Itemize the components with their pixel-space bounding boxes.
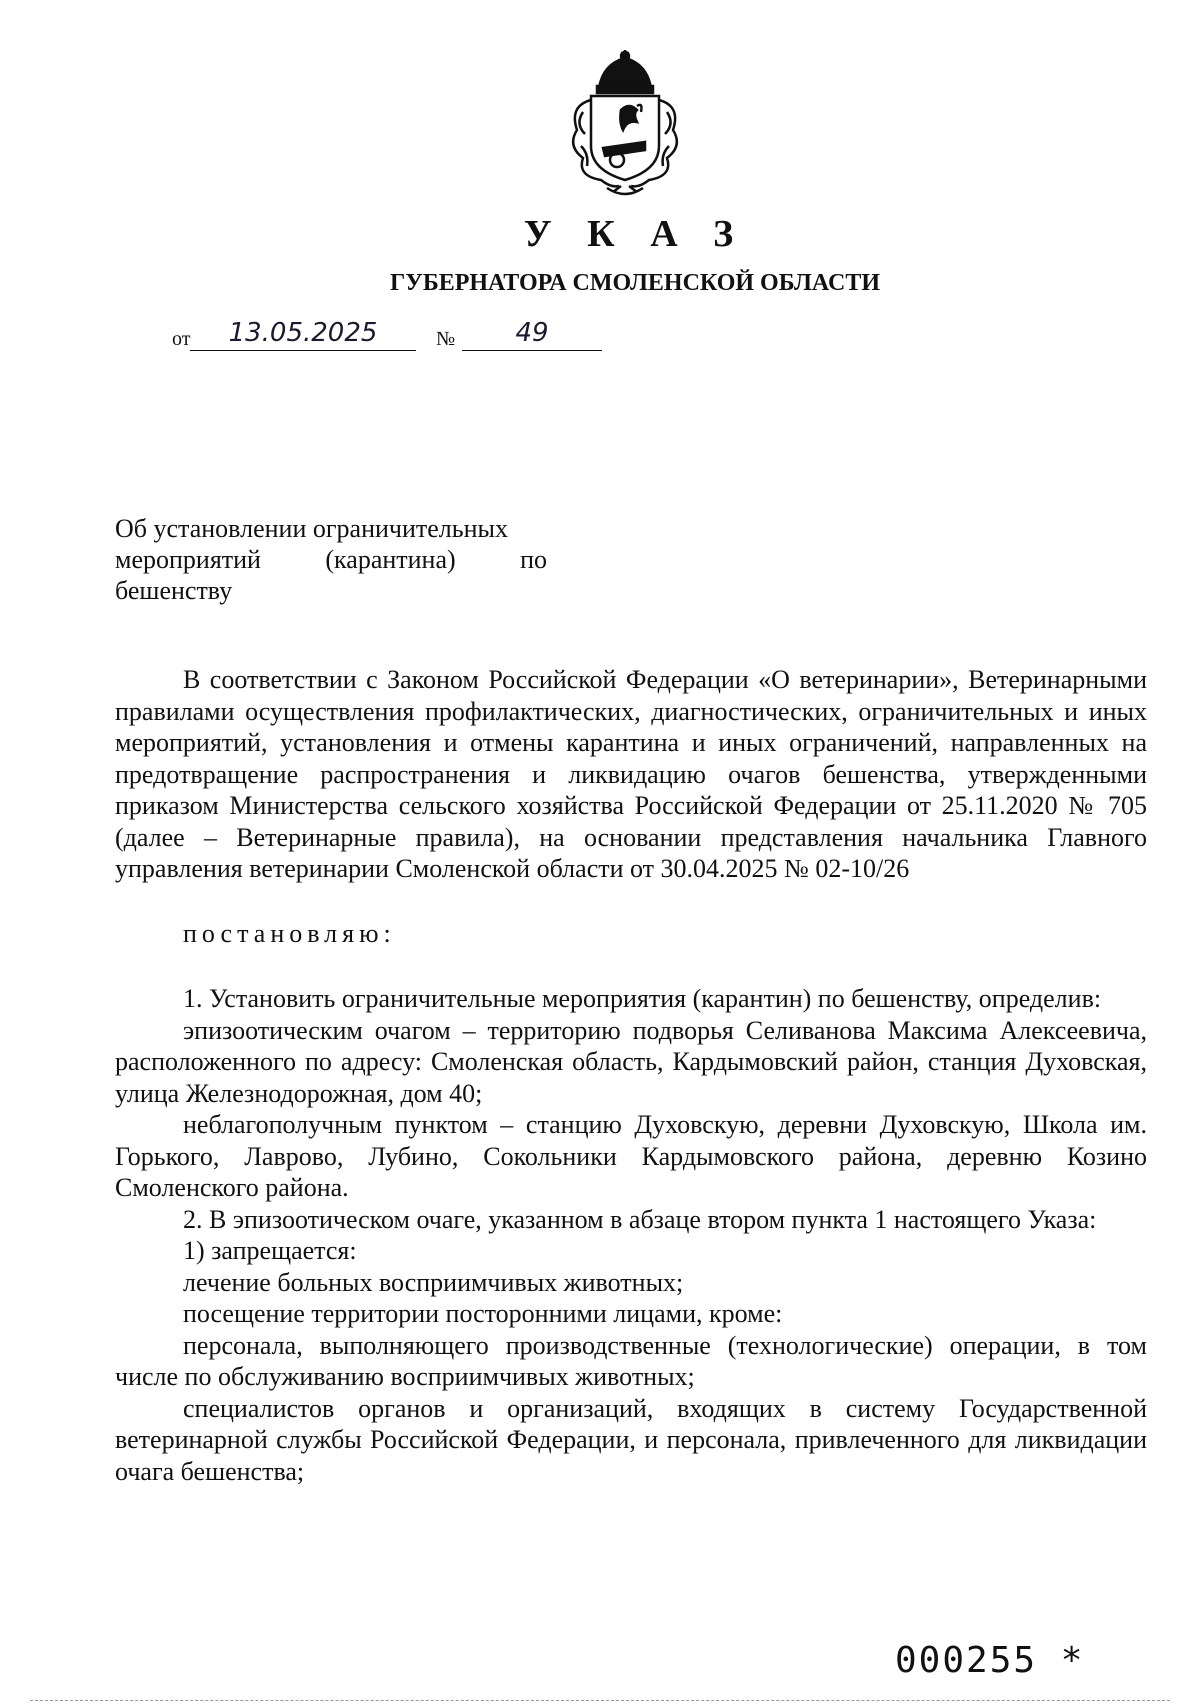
footer-rule: [30, 1700, 1170, 1701]
document-title: [115, 513, 547, 606]
title-line-2: [115, 544, 547, 575]
coat-of-arms-emblem: [563, 50, 687, 200]
serial-number: 000255 *: [895, 1640, 1085, 1681]
date-label: от: [172, 328, 191, 350]
preamble-paragraph: В соответствии с Законом Российской Федерации «О ветеринарии», Ветеринарными правилами осуществления профилактических, диагностических, ограничительных и иных мероприятий, установления и отмены карантина и иных ограничений, направленных на предотвращение распространения и ликвидацию очагов бешенства, утвержденными приказом Министерства сельского хозяйства Российской Федерации от 25.11.2020 № 705 (далее – Ветеринарные правила), на основании представления начальника Главного управления ветеринарии Смоленской области от 30.04.2025 № 02-10/26: [115, 665, 1147, 883]
title-word: по: [520, 545, 547, 574]
body-paragraph: персонала, выполняющего производственные (технологические) операции, в том числе по обслуживанию восприимчивых животных;: [115, 1330, 1147, 1391]
date-value: 13.05.2025: [190, 316, 416, 351]
body-paragraph: 1) запрещается:: [183, 1236, 357, 1265]
document-body: [115, 664, 1147, 1487]
body-paragraph: специалистов органов и организаций, входящих в систему Государственной ветеринарной службы Российской Федерации, и персонала, привлеченного для ликвидации очага бешенства;: [115, 1393, 1147, 1486]
body-paragraph: посещение территории посторонними лицами, кроме:: [183, 1299, 783, 1328]
date-number-line: [172, 310, 612, 355]
body-paragraph: лечение больных восприимчивых животных;: [183, 1267, 684, 1297]
body-paragraph: эпизоотическим очагом – территорию подворья Селиванова Максима Алексеевича, расположенного по адресу: Смоленская область, Кардымовский район, станция Духовская, улица Железнодорожная, дом 40;: [115, 1015, 1147, 1108]
number-label: №: [436, 328, 456, 350]
issuing-authority: ГУБЕРНАТОРА СМОЛЕНСКОЙ ОБЛАСТИ: [389, 270, 881, 296]
number-value: 49: [462, 316, 602, 351]
title-line-1: Об установлении ограничительных: [115, 514, 509, 543]
document-type: У К А З: [523, 213, 747, 255]
title-line-3: бешенству: [115, 576, 233, 605]
body-paragraph: неблагополучным пунктом – станцию Духовскую, деревни Духовскую, Школа им. Горького, Лаврово, Лубино, Сокольники Кардымовского района, деревню Козино Смоленского района.: [115, 1110, 1147, 1202]
title-word: (карантина): [325, 545, 456, 574]
body-paragraph: 1. Установить ограничительные мероприятия (карантин) по бешенству, определив:: [183, 984, 1102, 1013]
title-word: мероприятий: [115, 545, 261, 574]
decree-word: постановляю:: [183, 918, 396, 948]
body-paragraph: 2. В эпизоотическом очаге, указанном в абзаце втором пункта 1 настоящего Указа:: [183, 1204, 1097, 1234]
